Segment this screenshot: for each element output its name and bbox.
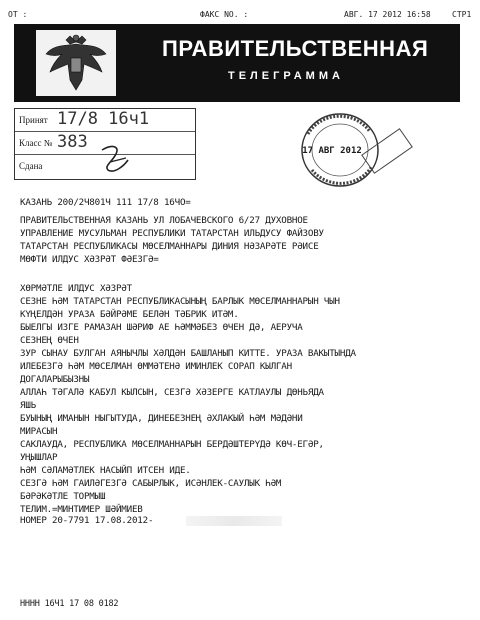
body-line: СЕЗНЕҢ ӨЧЕН [20, 335, 79, 346]
banner-title: ПРАВИТЕЛЬСТВЕННАЯ [162, 36, 429, 61]
body-line: БЫЕЛГЫ ИЗГЕ РАМАЗАН ШӘРИФ АЕ ҺӘММӘБЕЗ ӨЧЕН ДӘ, АЕРУЧА [20, 322, 303, 333]
accepted-value: 17/8 16ч1 [57, 109, 150, 129]
banner-subtitle: ТЕЛЕГРАММА [228, 70, 344, 82]
body-line: БУЫНЫҢ ИМАНЫН НЫГЫТУДА, ДИНЕБЕЗНЕҢ ӘХЛАКЫЙ ҺӘМ МӘДӘНИ [20, 413, 303, 424]
signature-icon [96, 140, 136, 176]
fax-page: СТР1 [452, 10, 472, 19]
body-line: ТЕЛИМ.=МИНТИМЕР ШӘЙМИЕВ [20, 504, 143, 515]
telegram-banner [14, 24, 460, 100]
telegram-number: НОМЕР 20-7791 17.08.2012- [20, 515, 154, 526]
body-line: САКЛАУДА, РЕСПУБЛИКА МӨСЕЛМАННАРЫН БЕРДӘШТЕРҮДӘ КӨЧ-ЕГӘР, [20, 439, 324, 450]
body-line: МИРАСЫН [20, 426, 58, 437]
redacted-area [186, 516, 282, 526]
body-line: ХӨРМӘТЛЕ ИЛДУС ХӘЗРӘТ [20, 283, 132, 294]
address-line: УПРАВЛЕНИЕ МУСУЛЬМАН РЕСПУБЛИКИ ТАТАРСТАН ИЛЬДУСУ ФАЙЗОВУ [20, 228, 324, 239]
accepted-label: Принят [19, 115, 48, 125]
fax-header [0, 0, 480, 22]
address-line: ТАТАРСТАН РЕСПУБЛИКАСЫ МӨСЕЛМАННАРЫ ДИНИЯ НӘЗАРӘТЕ РӘИСЕ [20, 241, 319, 252]
fax-number-label: ФАКС NO. : [200, 10, 249, 19]
body-line: СЕЗГӘ ҺӘМ ГАИЛӘГЕЗГӘ САБЫРЛЫК, ИСӘНЛЕК-САУЛЫК ҺӘМ [20, 478, 282, 489]
body-line: ДОГАЛАРЫБЫЗНЫ [20, 374, 90, 385]
body-line: БӘРӘКӘТЛЕ ТОРМЫШ [20, 491, 106, 502]
stamp-date: 17 АВГ 2012 [302, 146, 362, 156]
telegram-body [20, 282, 356, 516]
coat-of-arms-icon [36, 30, 116, 96]
form-row-accepted [15, 109, 195, 132]
telegram-routing: КАЗАНЬ 200/2Ч801Ч 111 17/8 16ЧО= [20, 197, 191, 208]
body-line: ЗУР СЫНАУ БУЛГАН АЯНЫЧЛЫ ХӘЛДӘН БАШЛАНЫП КИТТЕ. УРАЗА ВАКЫТЫНДА [20, 348, 356, 359]
fax-from-label: ОТ : [8, 10, 28, 19]
body-line: УҢЫШЛАР [20, 452, 58, 463]
body-line: ҺӘМ СӘЛАМӘТЛЕК НАСЫЙП ИТСЕН ИДЕ. [20, 465, 191, 476]
body-line: АЛЛАҺ ТӘГАЛӘ КАБУЛ КЫЛСЫН, СЕЗГӘ ХӘЗЕРГЕ КАТЛАУЛЫ ДӨНЬЯДА [20, 387, 324, 398]
office-label: Класс № [19, 138, 53, 148]
fax-datetime: АВГ. 17 2012 16:58 [344, 10, 431, 19]
address-line: МӨФТИ ИЛДУС ХӘЗРӘТ ФӘЕЗГӘ= [20, 254, 159, 265]
banner-divider [14, 99, 460, 102]
office-value: 383 [57, 132, 88, 152]
telegram-address [20, 214, 324, 266]
address-line: ПРАВИТЕЛЬСТВЕННАЯ КАЗАНЬ УЛ ЛОБАЧЕВСКОГО 6/27 ДУХОВНОЕ [20, 215, 308, 226]
body-line: ЯШЬ [20, 400, 36, 411]
telegram-footer: НННН 16Ч1 17 08 0182 [20, 599, 119, 609]
body-line: СЕЗНЕ ҺӘМ ТАТАРСТАН РЕСПУБЛИКАСЫНЫҢ БАРЛЫК МӨСЕЛМАННАРЫН ЧЫН [20, 296, 340, 307]
delivered-label: Сдана [19, 161, 43, 171]
body-line: ИЛЕБЕЗГӘ ҺӘМ МӨСЕЛМАН ӨММӘТЕНӘ ИМИНЛЕК СОРАП КЫЛГАН [20, 361, 292, 372]
body-line: КҮҢЕЛДӘН УРАЗА БӘЙРӘМЕ БЕЛӘН ТӘБРИК ИТӘМ. [20, 309, 239, 320]
